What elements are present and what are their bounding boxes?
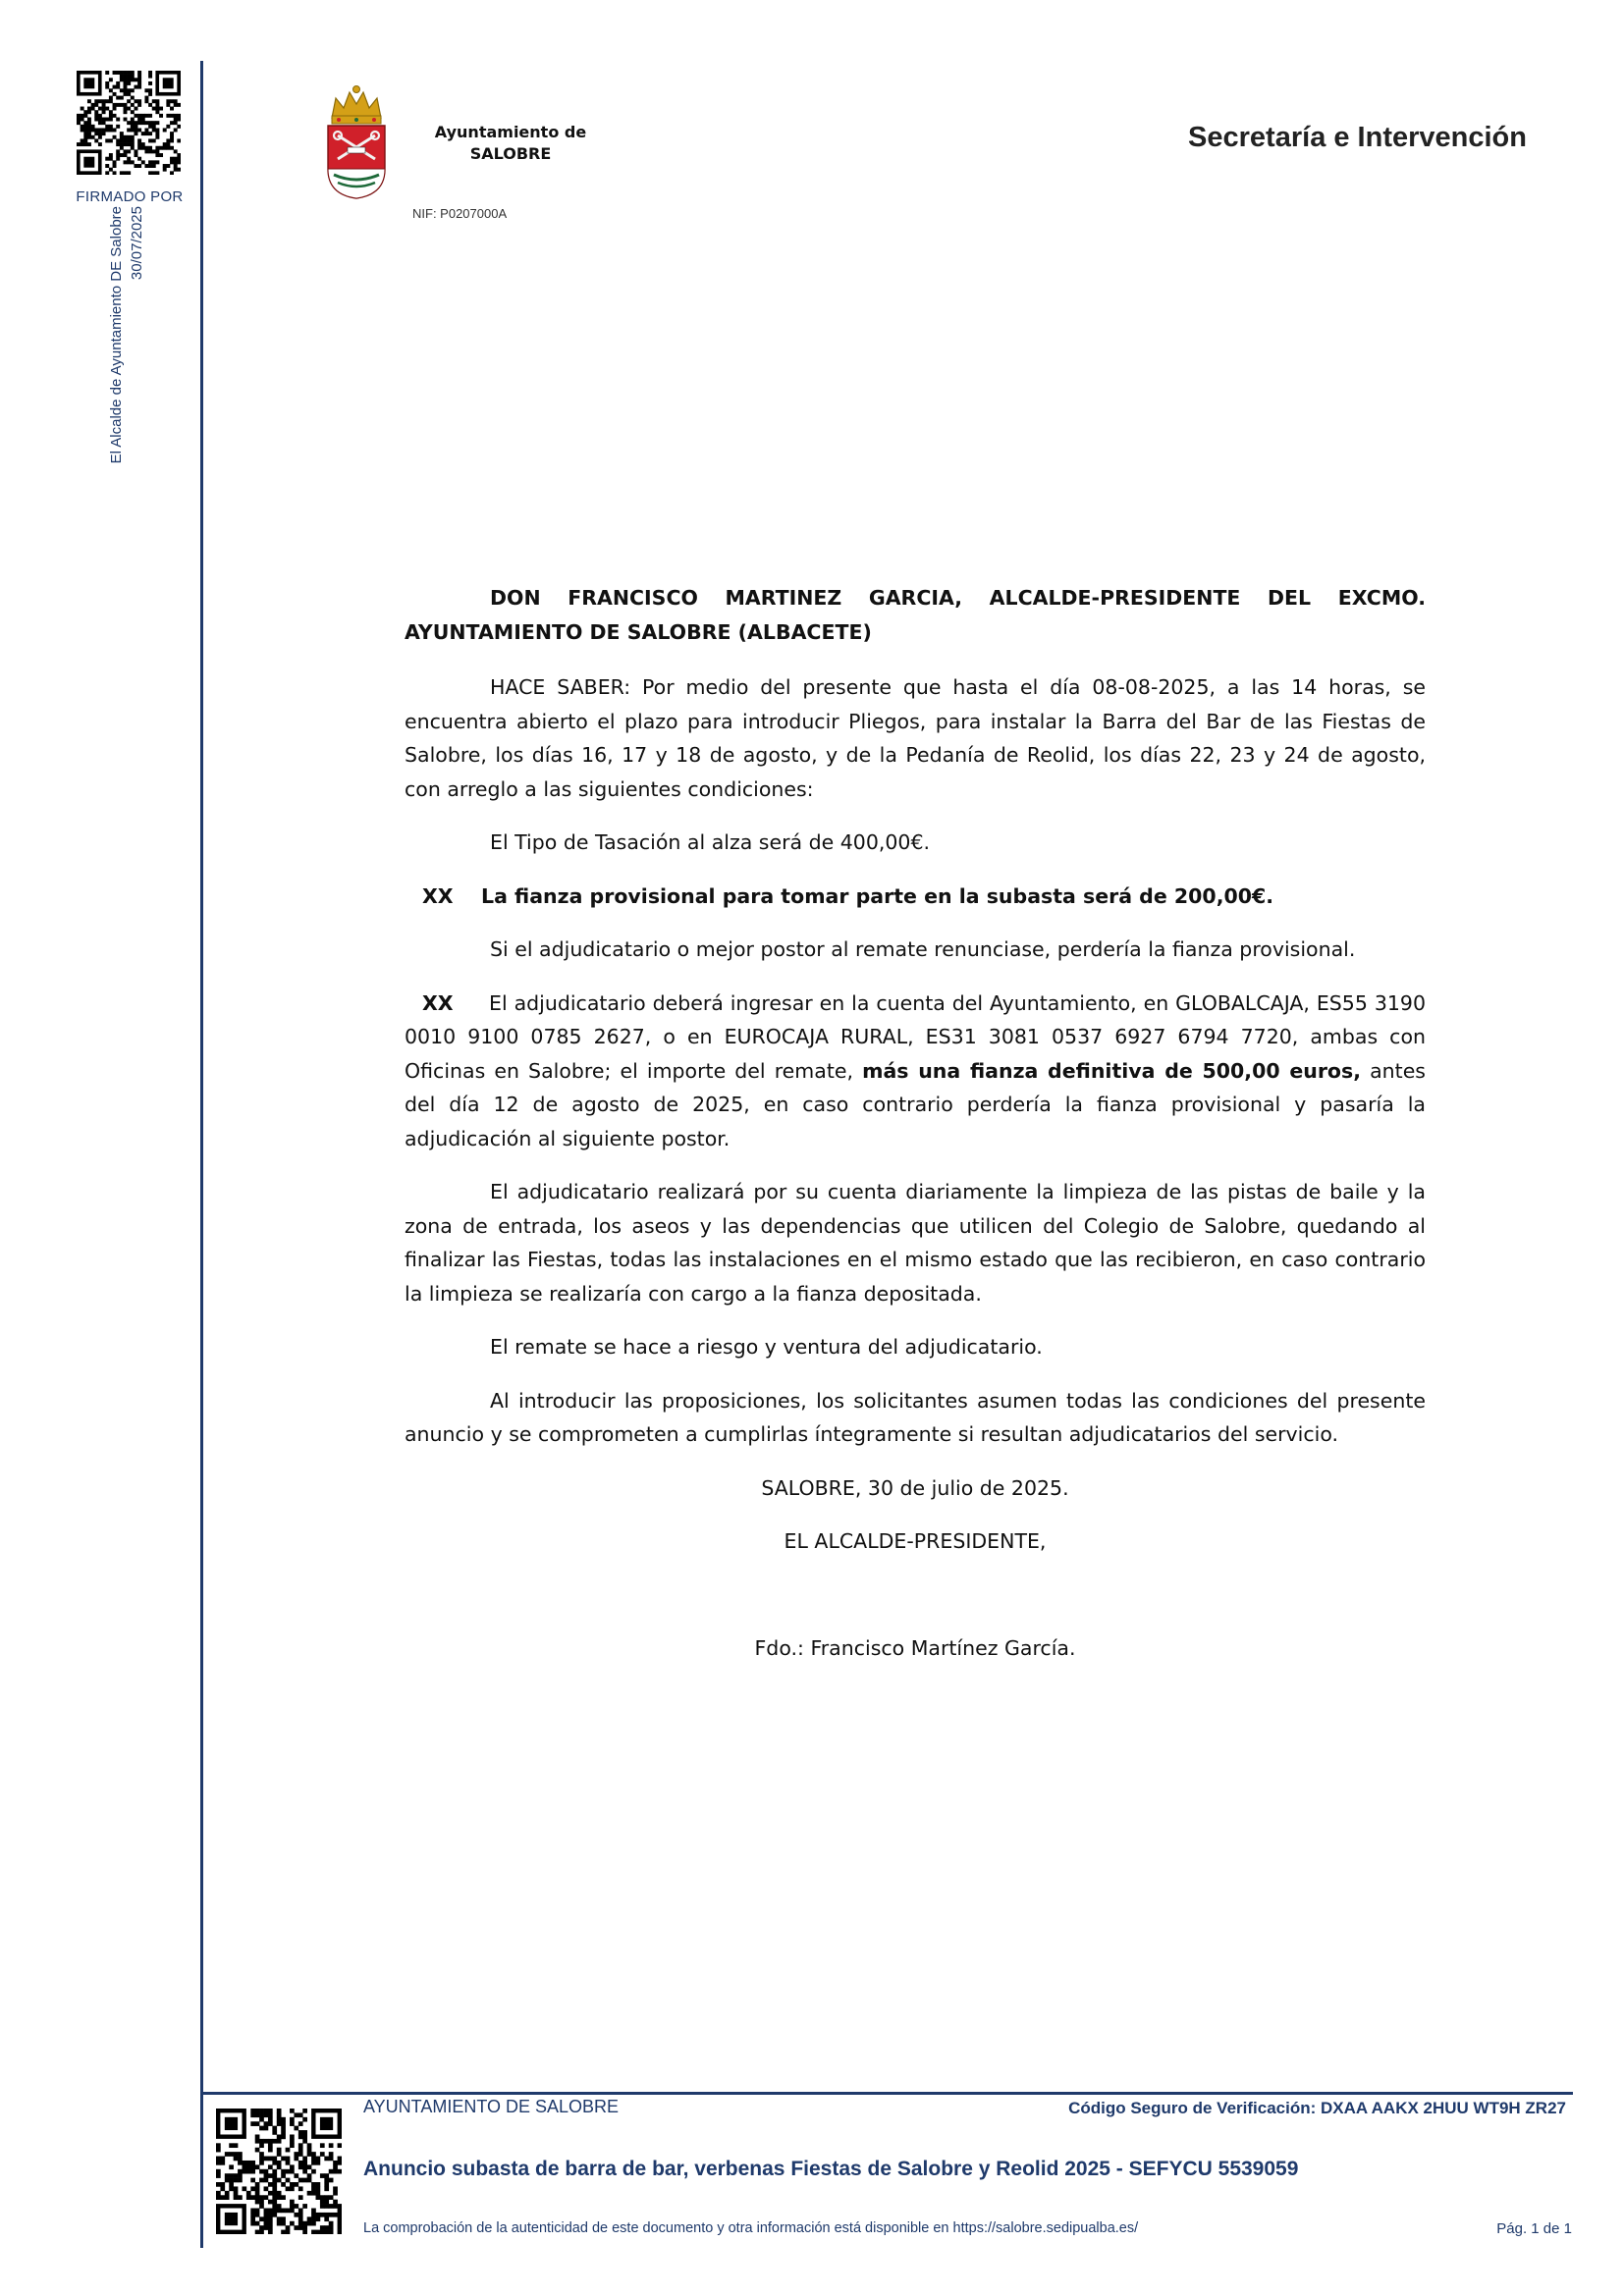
place-date: SALOBRE, 30 de julio de 2025. [761,1475,1069,1500]
document-heading: DON FRANCISCO MARTINEZ GARCIA, ALCALDE-PRESIDENTE DEL EXCMO. AYUNTAMIENTO DE SALOBRE (ALBACETE) [405,586,1426,644]
paragraph-fianza-provisional [422,880,1426,914]
fianza-provisional-text: La fianza provisional para tomar parte en la subasta será de 200,00€. [481,883,1274,908]
paragraph-proposiciones: Al introducir las proposiciones, los solicitantes asumen todas las condiciones del presente anuncio y se comprometen a cumplirlas íntegramente si resultan adjudicatarios del servicio. [405,1388,1426,1446]
ingreso-text-a: El adjudicatario deberá ingresar en la cuenta del Ayuntamiento, en GLOBALCAJA, ES55 3190 0010 9100 0785 2627, o en EUROCAJA RURAL, ES31 3081 0537 6927 6794 7720, ambas con Oficinas en Salobre; el importe del remate, [405,990,1426,1083]
qr-code-icon [216,2109,342,2234]
town-name-line1: Ayuntamiento de [434,123,587,141]
footer-verification-note: La comprobación de la autenticidad de este documento y otra información está disponible en https://salobre.sedipualba.es/ [363,2220,1139,2236]
town-name-line2: SALOBRE [469,144,552,163]
document-body [405,581,1426,1684]
signature-line: Fdo.: Francisco Martínez García. [754,1635,1076,1660]
paragraph-hace-saber: HACE SABER: Por medio del presente que hasta el día 08-08-2025, a las 14 horas, se encuentra abierto el plazo para introducir Pliegos, para instalar la Barra del Bar de las Fiestas de Salobre, los días 16, 17 y 18 de agosto, y de la Pedanía de Reolid, los días 22, 23 y 24 de agosto, con arreglo a las siguientes condiciones: [405,675,1426,801]
page-number: Pág. 1 de 1 [1496,2220,1572,2237]
paragraph-ingreso [405,987,1426,1156]
margin-divider [200,61,203,2248]
footer-divider [200,2092,1573,2095]
item-marker: XX [422,883,454,908]
verification-code: Código Seguro de Verificación: DXAA AAKX 2HUU WT9H ZR27 [1068,2099,1566,2117]
paragraph-limpieza: El adjudicatario realizará por su cuenta diariamente la limpieza de las pistas de baile y la zona de entrada, los aseos y las dependencias que utilicen del Colegio de Salobre, quedando al finalizar las Fiestas, todas las instalaciones en el mismo estado que las recibieron, en caso contrario la limpieza se realizaría con cargo a la fianza depositada. [405,1180,1426,1306]
item-marker: XX [422,990,454,1015]
ingreso-text-bold: más una fianza definitiva de 500,00 euros, [862,1058,1361,1083]
qr-code-icon [77,71,181,175]
ingreso-text-b: antes del día 12 de agosto de 2025, en caso contrario perdería la fianza provisional y pasaría la adjudicación al siguiente postor. [405,1058,1426,1150]
signer-name: El Alcalde de Ayuntamiento DE Salobre [108,206,125,464]
signed-by-label: FIRMADO POR [76,188,184,205]
footer-document-title: Anuncio subasta de barra de bar, verbenas Fiestas de Salobre y Reolid 2025 - SEFYCU 5539059 [363,2158,1299,2180]
signer-rotated-text [106,206,147,501]
paragraph-riesgo: El remate se hace a riesgo y ventura del adjudicatario. [490,1335,1043,1359]
paragraph-renuncia: Si el adjudicatario o mejor postor al remate renunciase, perdería la fianza provisional. [490,937,1356,961]
paragraph-tasacion: El Tipo de Tasación al alza será de 400,00€. [490,830,931,854]
coat-of-arms-icon [324,84,389,200]
nif-label: NIF: P0207000A [412,206,508,221]
town-name [422,122,599,165]
signer-block [106,206,147,501]
footer-organization: AYUNTAMIENTO DE SALOBRE [363,2097,620,2116]
signature-date: 30/07/2025 [129,206,145,281]
signer-role: EL ALCALDE-PRESIDENTE, [784,1529,1047,1553]
department-title: Secretaría e Intervención [1188,122,1527,153]
